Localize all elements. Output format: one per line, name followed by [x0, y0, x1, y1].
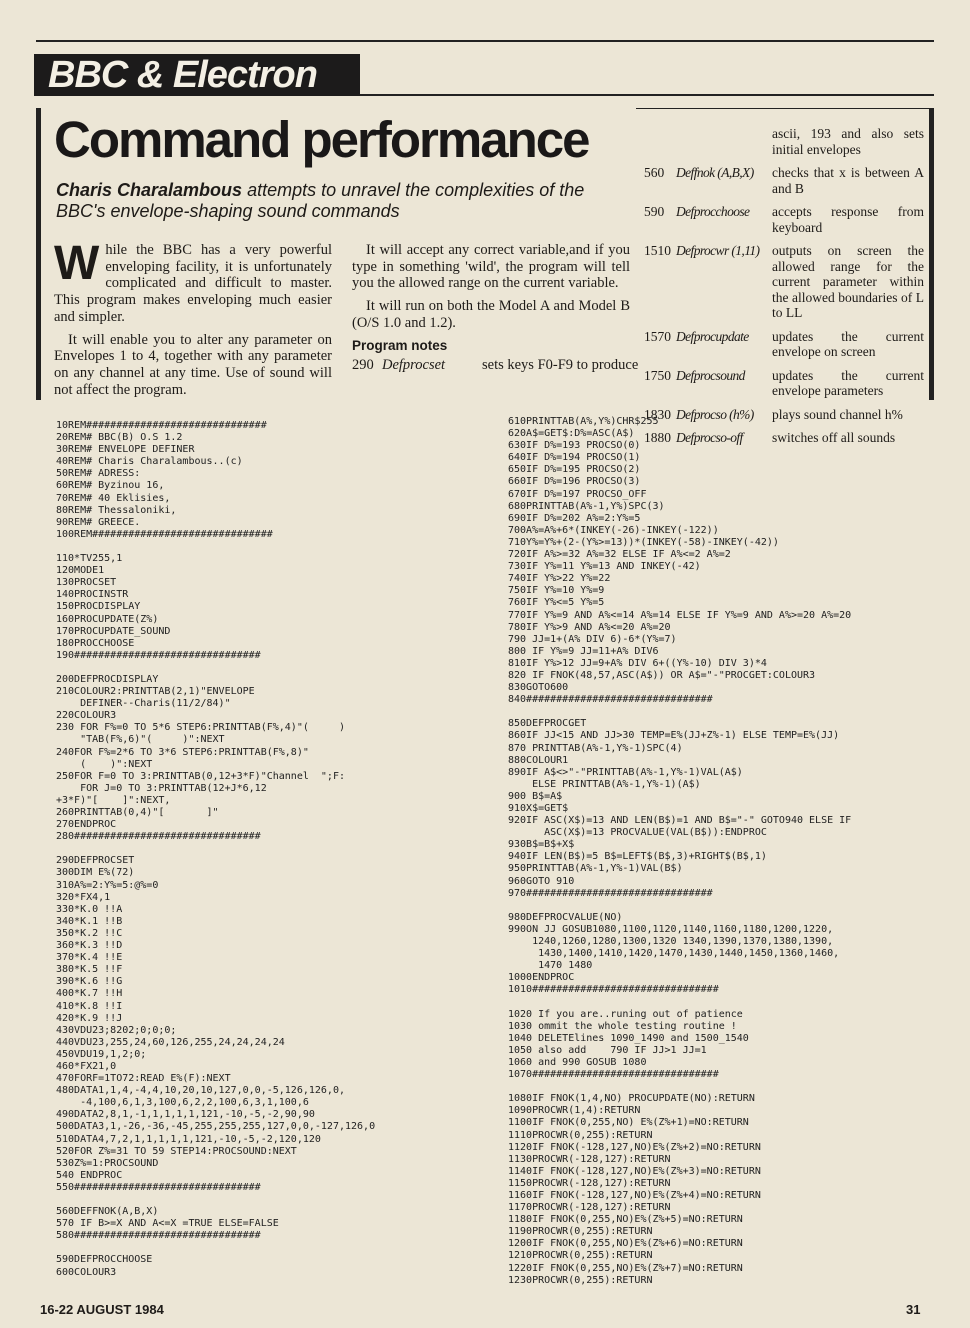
standfirst-text: attempts to unravel the complexities of the BBC's envelope-shaping sound commands [56, 180, 585, 221]
program-notes-continued [644, 126, 924, 454]
note-line-number: 590 [644, 204, 665, 219]
note-description: accepts response from keyboard [772, 204, 924, 235]
issue-date: 16-22 AUGUST 1984 [40, 1302, 164, 1317]
note-description: outputs on screen the allowed range for the current parameter within the allowed boundaries of L to LL [772, 243, 924, 320]
note-procedure: Defprocchoose [676, 204, 750, 219]
program-note [644, 165, 924, 196]
body-paragraph-1-text: hile the BBC has a very powerful enveloping facility, it is unfortunately complicated and difficult to master. This program makes enveloping much easier and simpler. [54, 242, 332, 325]
program-note [644, 243, 924, 321]
note-description: switches off all sounds [772, 430, 896, 445]
note-line-number [644, 126, 676, 157]
program-listing-right: 610PRINTTAB(A%,Y%)CHR$255 620A$=GET$:D%=ASC(A$) 630IF D%=193 PROCSO(0) 640IF D%=194 PROCSO(1) 650IF D%=195 PROCSO(2) 660IF D%=196 PROCSO(3) 670IF D%=197 PROCSO_OFF 680PRINTTAB(A%-1,Y%)SPC(3) 690IF D%=202 A%=2:Y%=5 700A%=A%+6*(INKEY(-26)-INKEY(-122)) 710Y%=Y%+(2-(Y%>=13))*(INKEY(-58)-INKEY(-42)) 720IF A%>=32 A%=32 ELSE IF A%<=2 A%=2 730IF Y%=11 Y%=13 AND INKEY(-42) 740IF Y%>22 Y%=22 750IF Y%=10 Y%=9 760IF Y%<=5 Y%=5 770IF Y%=9 AND A%<=14 A%=14 ELSE IF Y%=9 AND A%>=20 A%=20 780IF Y%>9 AND A%<=20 A%=20 790 JJ=1+(A% DIV 6)-6*(Y%=7) 800 IF Y%=9 JJ=11+A% DIV6 810IF Y%>12 JJ=9+A% DIV 6+((Y%-10) DIV 3)*4 820 IF FNOK(48,57,ASC(A$)) OR A$="-"PROCGET:COLOUR3 830GOTO600 840############################### 850DEFPROCGET 860IF JJ<15 AND JJ>30 TEMP=E%(JJ+Z%-1) ELSE TEMP=E%(JJ) 870 PRINTTAB(A%-1,Y%-1)SPC(4) 880COLOUR1 890IF A$<>"-"PRINTTAB(A%-1,Y%-1)VAL(A$) ELSE PRINTTAB(A%-1,Y%-1)(A$) 900 B$=A$ 910X$=GET$ 920IF ASC(X$)=13 AND LEN(B$)=1 AND B$="-" GOTO940 ELSE IF ASC(X$)=13 PROCVALUE(VAL(B$)):ENDPROC 930B$=B$+X$ 940IF LEN(B$)=5 B$=LEFT$(B$,3)+RIGHT$(B$,1) 950PRINTTAB(A%-1,Y%-1)VAL(B$) 960GOTO 910 970############################### 980DEFPROCVALUE(NO) 990ON JJ GOSUB1080,1100,1120,1140,1160,1180,1200,1220, 1240,1260,1280,1300,1320 1340,1390,1370,1380,1390, 1430,1400,1410,1420,1470,1430,1440,1450,1360,1460, 1470 1480 1000ENDPROC 1010############################### 1020 If you are..runing out of patience 1030 ommit the whole testing routine ! 1040 DELETElines 1090_1490 and 1500_1540 1050 also add 790 IF JJ>1 JJ=1 1060 and 990 GOSUB 1080 1070############################### 1080IF FNOK(1,4,NO) PROCUPDATE(NO):RETURN 1090PROCWR(1,4):RETURN 1100IF FNOK(0,255,NO) E%(Z%+1)=NO:RETURN 1110PROCWR(0,255):RETURN 1120IF FNOK(-128,127,NO)E%(Z%+2)=NO:RETURN 1130PROCWR(-128,127):RETURN 1140IF FNOK(-128,127,NO)E%(Z%+3)=NO:RETURN 1150PROCWR(-128,127):RETURN 1160IF FNOK(-128,127,NO)E%(Z%+4)=NO:RETURN 1170PROCWR(-128,127):RETURN 1180IF FNOK(0,255,NO)E%(Z%+5)=NO:RETURN 1190PROCWR(0,255):RETURN 1200IF FNOK(0,255,NO)E%(Z%+6)=NO:RETURN 1210PROCWR(0,255):RETURN 1220IF FNOK(0,255,NO)E%(Z%+7)=NO:RETURN 1230PROCWR(0,255):RETURN [508, 416, 852, 1286]
program-listing-left: 10REM############################## 20REM# BBC(B) O.S 1.2 30REM# ENVELOPE DEFINER 40REM# Charis Charalambous..(c) 50REM# ADRESS: 60REM# Byzinou 16, 70REM# 40 Eklisies, 80REM# Thessaloniki, 90REM# GREECE. 100REM############################## 110*TV255,1 120MODE1 130PROCSET 140PROCINSTR 150PROCDISPLAY 160PROCUPDATE(Z%) 170PROCUPDATE_SOUND 180PROCCHOOSE 190############################### 200DEFPROCDISPLAY 210COLOUR2:PRINTTAB(2,1)"ENVELOPE DEFINER--Charis(11/2/84)" 220COLOUR3 230 FOR F%=0 TO 5*6 STEP6:PRINTTAB(F%,4)"( ) "TAB(F%,6)"( )":NEXT 240FOR F%=2*6 TO 3*6 STEP6:PRINTTAB(F%,8)" ( )":NEXT 250FOR F=0 TO 3:PRINTTAB(0,12+3*F)"Channel ";F: FOR J=0 TO 3:PRINTTAB(12+J*6,12 +3*F)"[ ]":NEXT, 260PRINTTAB(0,4)"[ ]" 270ENDPROC 280############################### 290DEFPROCSET 300DIM E%(72) 310A%=2:Y%=5:@%=0 320*FX4,1 330*K.0 !!A 340*K.1 !!B 350*K.2 !!C 360*K.3 !!D 370*K.4 !!E 380*K.5 !!F 390*K.6 !!G 400*K.7 !!H 410*K.8 !!I 420*K.9 !!J 430VDU23;8202;0;0;0; 440VDU23,255,24,60,126,255,24,24,24,24 450VDU19,1,2;0; 460*FX21,0 470FORF=1TO72:READ E%(F):NEXT 480DATA1,1,4,-4,4,10,20,10,127,0,0,-5,126,126,0, -4,100,6,1,3,100,6,2,2,100,6,3,1,100,6 490DATA2,8,1,-1,1,1,1,1,121,-10,-5,-2,90,90 500DATA3,1,-26,-36,-45,255,255,255,127,0,0,-127,126,0 510DATA4,7,2,1,1,1,1,1,121,-10,-5,-2,120,120 520FOR Z%=31 TO 59 STEP14:PROCSOUND:NEXT 530Z%=1:PROCSOUND 540 ENDPROC 550############################### 560DEFFNOK(A,B,X) 570 IF B>=X AND A<=X =TRUE ELSE=FALSE 580############################### 590DEFPROCCHOOSE 600COLOUR3 [56, 420, 376, 1278]
note-procedure: Defprocupdate [676, 328, 749, 344]
standfirst [56, 180, 616, 222]
program-note [644, 329, 924, 360]
note-description: updates the current envelope on screen [772, 328, 924, 359]
headline: Command performance [54, 111, 589, 168]
section-banner: BBC & Electron [34, 54, 360, 96]
note-procedure: Defprocset [382, 357, 446, 374]
top-rule [36, 40, 934, 42]
note-procedure: Deffnok (A,B,X) [676, 165, 754, 180]
program-note-first [352, 357, 639, 374]
note-procedure: Defprocso (h%) [676, 406, 754, 422]
notes-top-rule [636, 108, 930, 109]
body-column-1 [54, 237, 332, 404]
program-note [644, 126, 924, 157]
body-paragraph-1 [54, 237, 332, 326]
author-name: Charis Charalambous [56, 180, 243, 200]
note-line-number: 1570 [644, 328, 671, 344]
note-description: sets keys F0-F9 to produce [482, 357, 639, 374]
note-procedure: Defprocwr (1,11) [676, 243, 760, 258]
note-description: plays sound channel h% [772, 406, 903, 422]
body-paragraph-4: It will run on both the Model A and Model B (O/S 1.0 and 1.2). [352, 298, 630, 331]
note-procedure: Defprocso-off [676, 430, 743, 445]
right-frame-bar [929, 108, 934, 400]
note-description: updates the current envelope parameters [772, 367, 924, 398]
note-line-number: 290 [352, 357, 374, 374]
program-notes-heading: Program notes [352, 337, 448, 353]
left-frame-bar [36, 108, 41, 400]
note-description: checks that x is between A and B [772, 165, 924, 196]
note-line-number: 560 [644, 165, 665, 180]
note-line-number: 1750 [644, 367, 671, 383]
body-paragraph-3: It will accept any correct variable,and if you type in something 'wild', the program will tell you the allowed range on the current variable. [352, 242, 630, 292]
program-note [644, 368, 924, 399]
note-line-number: 1880 [644, 430, 671, 445]
note-procedure [676, 126, 772, 157]
program-note [644, 204, 924, 235]
note-line-number: 1830 [644, 406, 671, 422]
note-procedure: Defprocsound [676, 367, 745, 383]
note-line-number: 1510 [644, 243, 671, 258]
body-column-2 [352, 242, 639, 374]
page-number: 31 [906, 1302, 921, 1317]
banner-rule [360, 94, 934, 96]
drop-cap: W [54, 237, 100, 290]
body-paragraph-2: It will enable you to alter any parameter on Envelopes 1 to 4, together with any parameter on any channel at any time. Use of sound will not affect the program. [54, 331, 332, 398]
note-description: ascii, 193 and also sets initial envelopes [772, 126, 924, 157]
